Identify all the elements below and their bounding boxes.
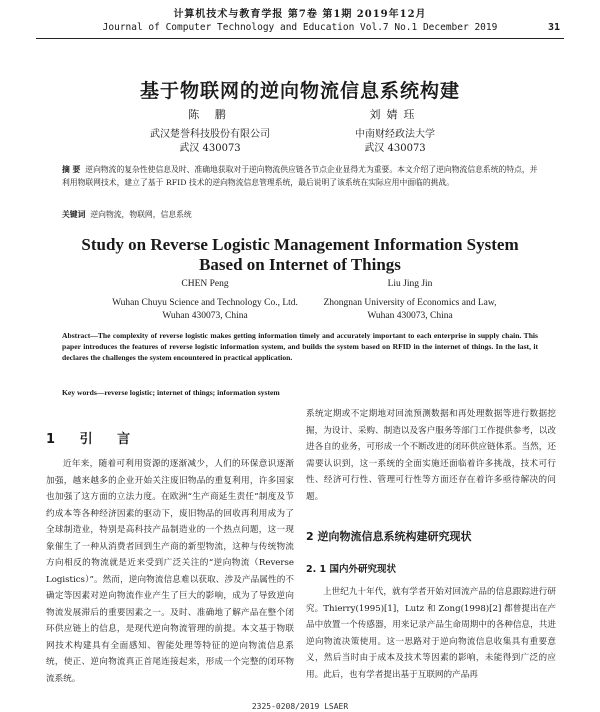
abstract-zh-label: 摘 要: [62, 165, 81, 174]
author-name: 刘婧珏: [369, 108, 421, 121]
left-column: [46, 456, 294, 687]
section-1-paragraph: 近年来，随着可利用资源的逐渐减少，人们的环保意识逐渐加强，越来越多的企业开始关注废旧物品的重复利用，许多国家也加强了这方面的立法力度。在欧洲“生产商延生责任”制度及节约成本等各种经济因素的驱动下，废旧物品的回收再利用成为了全球制造业，特别是高科技产品制造业的一个热点问题，这一现象催生了一种从消费者回到生产商的新型物流，这种与传统物流方向相反的物流就是近来受到广泛关注的“逆向物流（Reverse Logistics）”。然而，逆向物流信息难以获取、涉及产品属性的不确定等因素对逆向物流作业产生了巨大的影响，成为了导致逆向物流发展滞后的重要因素之一。及时、准确地了解产品在整个闭环供应链上的信息，是现代逆向物流管理的前提。本文基于物联网技术构建具有全面感知、智能处理等特征的逆向物流信息系统，使正、逆向物流真正首尾连接起来，形成一个完整的闭环物流系统。: [46, 459, 294, 684]
right-column-bottom: [306, 584, 556, 683]
keywords-zh: [62, 209, 192, 220]
author-en-name: Liu Jing Jin: [387, 279, 433, 289]
paper-title-en-line2: Based on Internet of Things: [199, 255, 401, 274]
journal-header: [40, 8, 560, 34]
paper-title-en-line1: Study on Reverse Logistic Management Information System: [81, 235, 519, 254]
author-name: 陈 鹏: [188, 108, 232, 121]
keywords-en: Key words—reverse logistic; internet of things; information system: [62, 388, 280, 397]
right-column-top: [306, 406, 556, 505]
right-column-paragraph: 系统定期或不定期地对回流预测数据和再处理数据等进行数据挖掘，为设计、采购、制造以及客户服务等部门工作提供参考，以改进各自的业务，可形成一个不断改进的闭环供应链体系。当然，还需要认识到，这一系统的全面实施还面临着许多挑战，技术可行性、经济可行性、管理可行性等方面还存在着许多亟待解决的问题。: [306, 409, 556, 502]
page-number: 31: [547, 22, 560, 33]
journal-name-en: Journal of Computer Technology and Education Vol.7 No.1 December 2019: [102, 22, 498, 33]
author-city: 武汉 430073: [364, 143, 426, 154]
section-2-heading: 2 逆向物流信息系统构建研究现状: [306, 530, 472, 543]
section-2-1-paragraph: 上世纪九十年代，就有学者开始对回流产品的信息跟踪进行研究。Thierry(1995)[1]，Lutz 和 Zong(1998)[2] 都曾提出在产品中放置一个传感器，用来记录产品生命周期中的各种信息，共进逆向物流决策使用。这一思路对于逆向物流信息收集具有重要意义，然后当时由于成本及技术等因素的影响，未能得到广泛的应用。此后，也有学者提出基于互联网的产品再: [306, 587, 556, 680]
author-en-block-2: [310, 278, 510, 323]
author-en-city: Wuhan 430073, China: [367, 311, 453, 321]
abstract-zh: [62, 163, 538, 189]
section-2-1-heading: 2. 1 国内外研究现状: [306, 564, 396, 575]
page-footer: 2325-0208/2019 LSAER: [251, 702, 349, 711]
author-block-2: [340, 108, 450, 156]
author-affiliation: 中南财经政法大学: [355, 129, 435, 140]
section-1-number: 1: [46, 432, 66, 447]
abstract-en: Abstract—The complexity of reverse logistic makes getting information timely and accurately important to each enterprise in supply chain. This paper introduces the features of reverse logistic information system, and builds the system based on RFID in the internet of things. In the last, it declares the challenges the system encountered in practical application.: [62, 331, 538, 362]
section-1-title: 引 言: [79, 432, 141, 447]
author-en-block-1: [110, 278, 300, 323]
journal-name-zh: 计算机技术与教育学报 第7卷 第1期 2019年12月: [173, 9, 427, 20]
author-city: 武汉 430073: [179, 143, 241, 154]
author-en-affiliation: Wuhan Chuyu Science and Technology Co., Ltd.: [112, 298, 298, 308]
author-block-1: [150, 108, 270, 156]
author-affiliation: 武汉楚誉科技股份有限公司: [150, 129, 270, 140]
keywords-zh-label: 关键词: [62, 210, 86, 219]
keywords-zh-text: 逆向物流，物联网，信息系统: [90, 210, 192, 219]
header-rule: [36, 38, 564, 39]
abstract-zh-text: 逆向物流的复杂性使信息及时、准确地获取对于逆向物流供应链各节点企业显得尤为重要。本文介绍了逆向物流信息系统的特点，并利用物联网技术，建立了基于 RFID 技术的逆向物流信息管理系统，最后说明了该系统在实际应用中面临的挑战。: [62, 165, 538, 187]
paper-title-en: [0, 235, 600, 275]
paper-title-zh: 基于物联网的逆向物流信息系统构建: [139, 80, 460, 102]
author-en-name: CHEN Peng: [181, 279, 229, 289]
author-en-city: Wuhan 430073, China: [162, 311, 248, 321]
author-en-affiliation: Zhongnan University of Economics and Law,: [323, 298, 497, 308]
section-1-heading: [46, 428, 140, 447]
